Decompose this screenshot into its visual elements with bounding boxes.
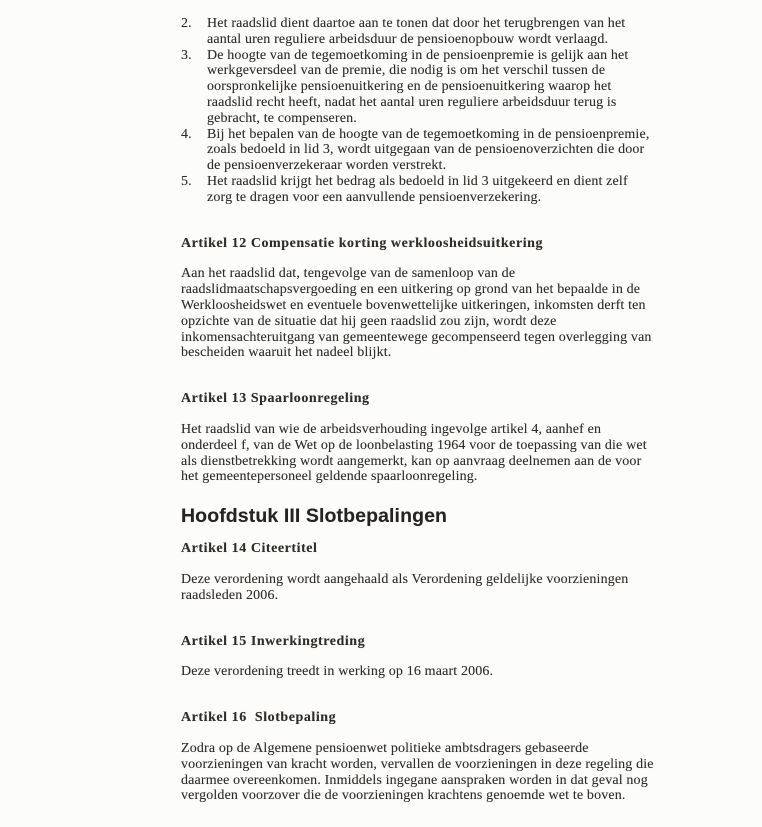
list-item-number: 5. [181,173,192,189]
list-item-text [207,48,628,127]
list-item-line: Het raadslid krijgt het bedrag als bedoeld in lid 3 uitgekeerd en dient zelf [207,173,628,189]
list-item-line: Het raadslid dient daartoe aan te tonen dat door het terugbrengen van het [207,16,626,31]
list-item-line: zoals bedoeld in lid 3, wordt uitgegaan van de pensioenoverzichten die door [207,142,645,158]
list-item-text [207,174,628,206]
paragraph [181,422,704,485]
paragraph-line: inkomensachteruitgang van gemeentewege gecompenseerd tegen overlegging van [181,329,652,345]
article-heading: Artikel 14 Citeertitel [181,541,318,557]
paragraph-line: Aan het raadslid dat, tengevolge van de samenloop van de [181,266,516,282]
paragraph-line: Het raadslid van wie de arbeidsverhouding ingevolge artikel 4, aanhef en [181,421,602,437]
numbered-list [181,16,704,206]
paragraph-line: Zodra op de Algemene pensioenwet politieke ambtsdragers gebaseerde [181,740,589,756]
list-item [181,16,704,48]
paragraph-line: opzichte van de situatie dat hij geen raadslid zou zijn, wordt deze [181,313,557,329]
paragraph [181,266,704,361]
paragraph-line: bescheiden waaruit het nadeel blijkt. [181,345,392,361]
paragraph-line: onderdeel f, van de Wet op de loonbelasting 1964 voor de toepassing van die wet [181,437,647,453]
list-item-line: de pensioenverzekeraar worden verstrekt. [207,158,447,174]
paragraph-line: raadslidmaatschapsvergoeding en een uitkering op grond van het bepaalde in de [181,282,641,298]
paragraph-line: raadsleden 2006. [181,587,279,603]
paragraph [181,741,704,804]
paragraph-line: Deze verordening wordt aangehaald als Verordening geldelijke voorzieningen [181,571,629,587]
paragraph-line: het gemeentepersoneel geldende spaarloonregeling. [181,469,478,485]
list-item-line: De hoogte van de tegemoetkoming in de pensioenpremie is gelijk aan het [207,47,629,63]
list-item [181,127,704,174]
paragraph-line: Werkloosheidswet en eventuele bovenwettelijke uitkeringen, inkomsten derft ten [181,297,646,313]
paragraph [181,664,704,680]
paragraph-line: daarmee overeenkomen. Inmiddels ingegane aanspraken worden in dat geval nog [181,772,648,788]
paragraph-line: als dienstbetrekking wordt aangemerkt, kan op aanvraag deelnemen aan de voor [181,453,642,469]
article-heading: Artikel 15 Inwerkingtreding [181,633,366,649]
list-item-number: 2. [181,16,192,31]
list-item-number: 4. [181,126,192,142]
article-heading: Artikel 16 Slotbepaling [181,710,337,726]
list-item [181,174,704,206]
article-heading: Artikel 12 Compensatie korting werkloosheidsuitkering [181,235,544,251]
paragraph-line: Deze verordening treedt in werking op 16 maart 2006. [181,664,494,680]
paragraph-line: voorzieningen van kracht worden, vervallen de voorzieningen in deze regeling die [181,756,654,772]
chapter-heading: Hoofdstuk III Slotbepalingen [181,505,448,528]
list-item-line: werkgeversdeel van de premie, die nodig is om het verschil tussen de [207,63,606,79]
list-item-number: 3. [181,47,192,63]
list-item-line: oorspronkelijke pensioenuitkering en de pensioenuitkering waarop het [207,79,612,95]
list-item-line: raadslid recht heeft, nadat het aantal uren reguliere arbeidsduur terug is [207,94,617,110]
list-item-line: aantal uren reguliere arbeidsduur de pensioenopbouw wordt verlaagd. [207,31,609,47]
article-heading: Artikel 13 Spaarloonregeling [181,391,370,407]
list-item-line: Bij het bepalen van de hoogte van de tegemoetkoming in de pensioenpremie, [207,126,650,142]
list-item-text [207,127,650,174]
list-item-line: gebracht, te compenseren. [207,110,357,126]
list-item-text [207,16,625,48]
list-item-line: zorg te dragen voor een aanvullende pensioenverzekering. [207,189,542,205]
paragraph [181,572,704,604]
list-item [181,48,704,127]
paragraph-line: vergolden voorzover die de voorzieningen krachtens genoemde wet te boven. [181,788,626,804]
